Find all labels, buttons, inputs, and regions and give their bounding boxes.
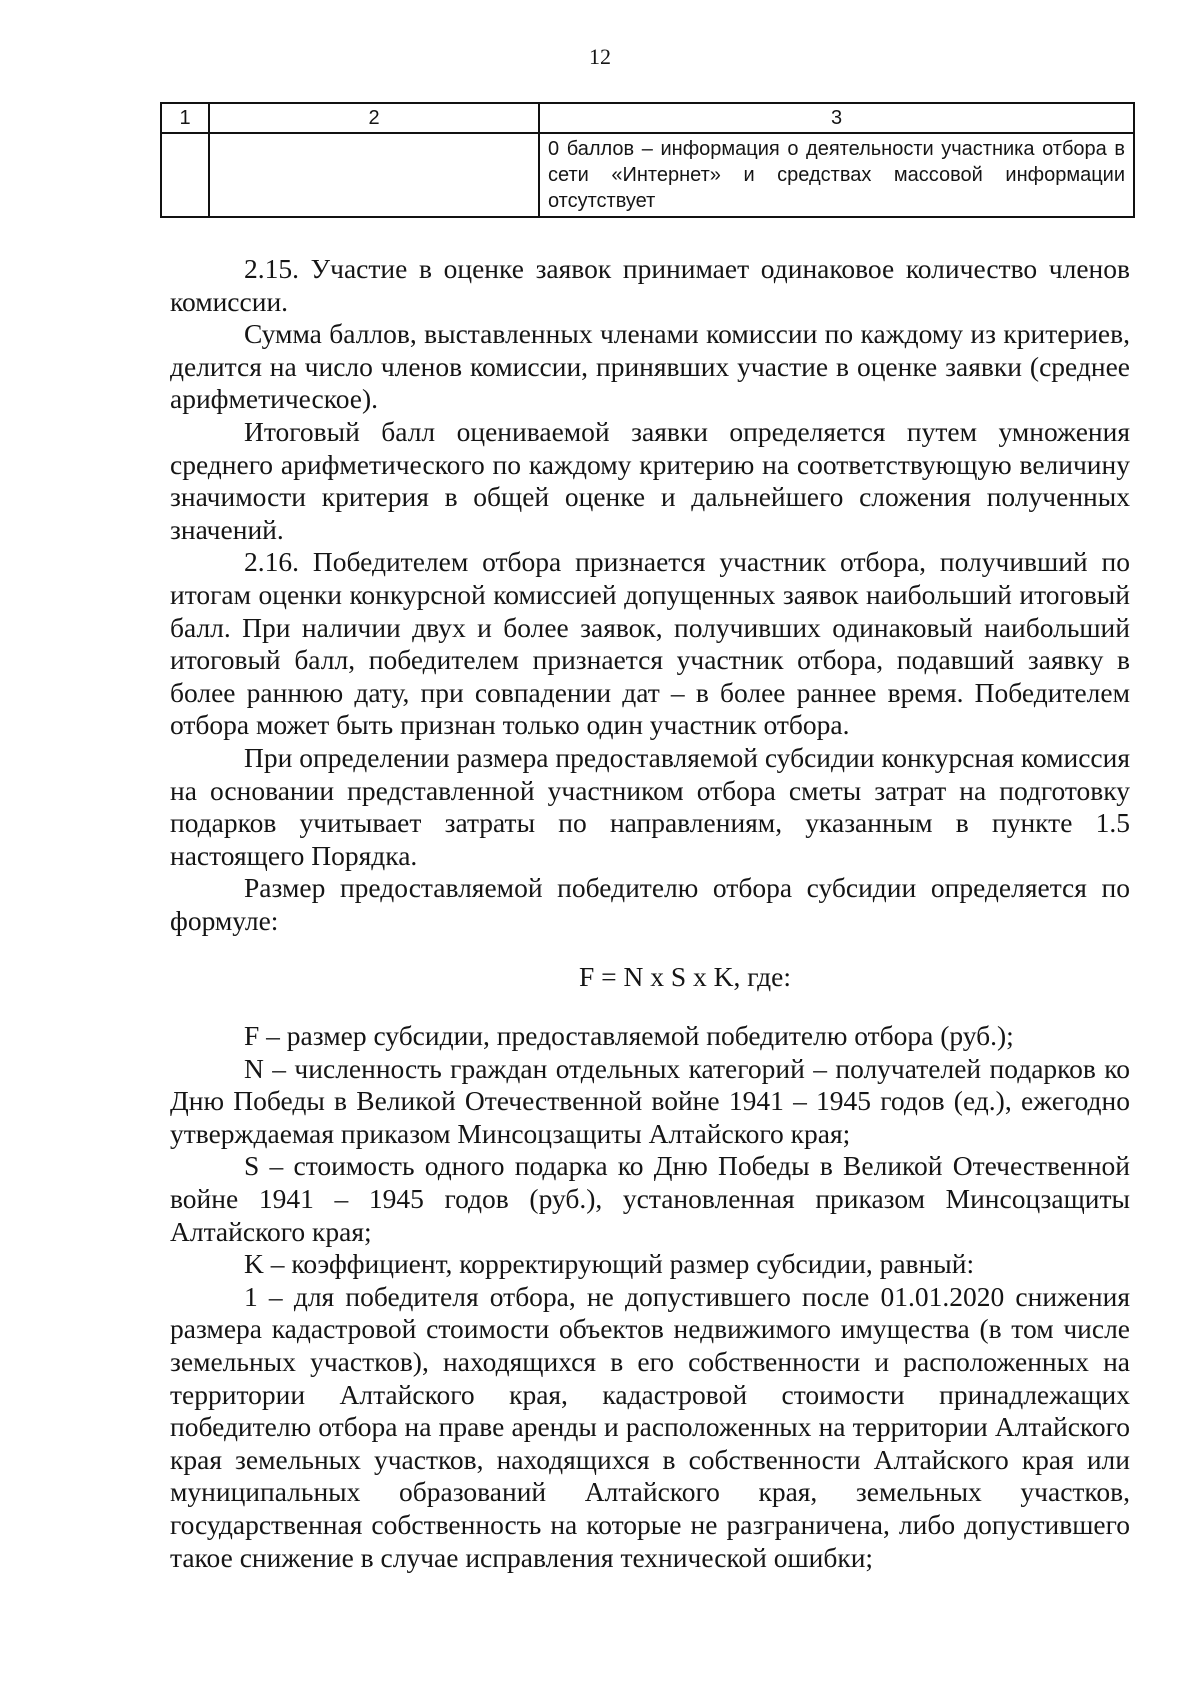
paragraph: 2.15. Участие в оценке заявок принимает одинаковое количество членов комиссии. <box>170 253 1130 317</box>
table-cell: 0 баллов – информация о деятельности участника отбора в сети «Интернет» и средствах массовой информации отсутствует <box>539 133 1134 217</box>
page-number: 12 <box>589 44 611 69</box>
criteria-table <box>160 102 1135 218</box>
document-body <box>170 253 1130 1574</box>
table-row <box>161 133 1134 217</box>
table-header-row <box>161 103 1134 133</box>
table-header-cell: 3 <box>539 103 1134 133</box>
paragraph: Итоговый балл оцениваемой заявки определяется путем умножения среднего арифметического по каждому критерию на соответствующую величину значимости критерия в общей оценке и дальнейшего сложения полученных значений. <box>170 415 1130 545</box>
table-header-cell: 1 <box>161 103 209 133</box>
paragraph: При определении размера предоставляемой субсидии конкурсная комиссия на основании представленной участником отбора сметы затрат на подготовку подарков учитывает затраты по направлениям, указанным в пункте 1.5 настоящего Порядка. <box>170 741 1130 871</box>
definition: 1 – для победителя отбора, не допустившего после 01.01.2020 снижения размера кадастровой стоимости объектов недвижимого имущества (в том числе земельных участков), находящихся в его собственности и расположенных на территории Алтайского края, кадастровой стоимости принадлежащих победителю отбора на праве аренды и расположенных на территории Алтайского края земельных участков, находящихся в собственности Алтайского края или муниципальных образований Алтайского края, земельных участков, государственная собственность на которые не разграничена, либо допустившего такое снижение в случае исправления технической ошибки; <box>170 1280 1130 1573</box>
definition: F – размер субсидии, предоставляемой победителю отбора (руб.); <box>244 1020 1014 1052</box>
formula: F = N x S x K, где: <box>578 961 792 993</box>
definition: K – коэффициент, корректирующий размер субсидии, равный: <box>244 1248 975 1280</box>
table-header-cell: 2 <box>209 103 539 133</box>
paragraph: 2.16. Победителем отбора признается участник отбора, получивший по итогам оценки конкурсной комиссией допущенных заявок наибольший итоговый балл. При наличии двух и более заявок, получивших одинаковый наибольший итоговый балл, победителем признается участник отбора, подавший заявку в более раннюю дату, при совпадении дат – в более раннее время. Победителем отбора может быть признан только один участник отбора. <box>170 546 1130 741</box>
paragraph: Сумма баллов, выставленных членами комиссии по каждому из критериев, делится на число членов комиссии, принявших участие в оценке заявки (среднее арифметическое). <box>170 318 1130 415</box>
definition: S – стоимость одного подарка ко Дню Победы в Великой Отечественной войне 1941 – 1945 годов (руб.), установленная приказом Минсоцзащиты Алтайского края; <box>170 1150 1130 1247</box>
table-cell <box>161 133 209 217</box>
definition: N – численность граждан отдельных категорий – получателей подарков ко Дню Победы в Великой Отечественной войне 1941 – 1945 годов (ед.), ежегодно утверждаемая приказом Минсоцзащиты Алтайского края; <box>170 1052 1130 1149</box>
paragraph: Размер предоставляемой победителю отбора субсидии определяется по формуле: <box>170 872 1130 936</box>
table-cell <box>209 133 539 217</box>
